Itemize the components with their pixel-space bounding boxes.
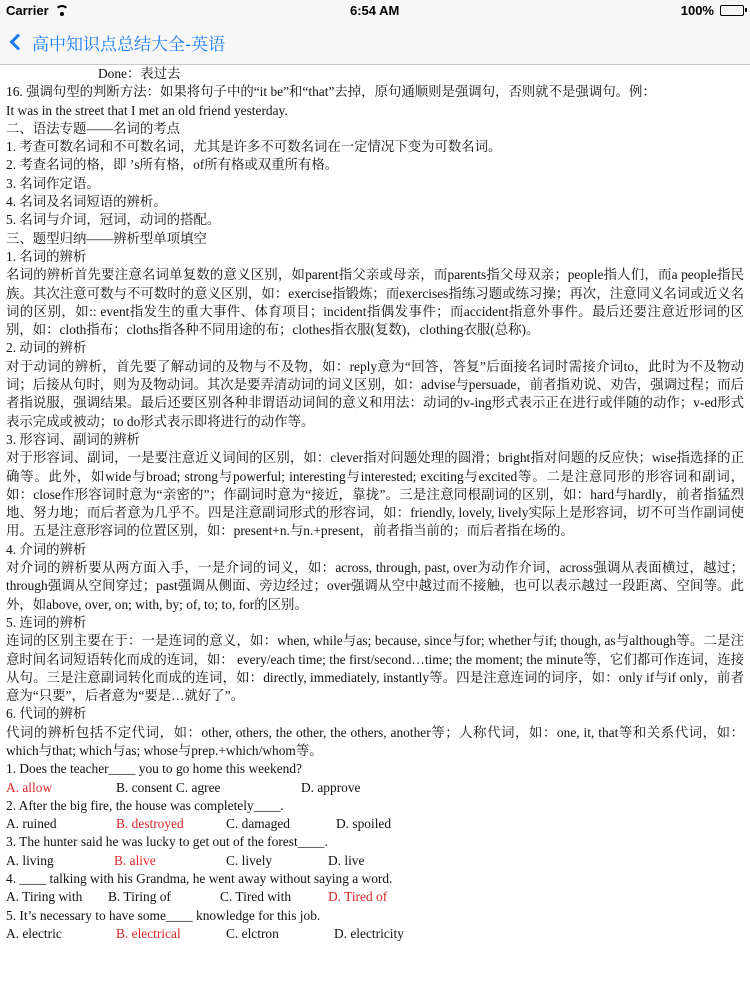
text-line: 3. 名词作定语。: [6, 175, 100, 191]
paragraph: 对介词的辨析要从两方面入手，一是介词的词义，如：across, through, past, over为动作介词，across强调从表面横过，越过；through强调从空间穿过；past强调从侧面、旁边经过；over强调从空中越过而不接触，也可以表示越过一段距离、空间等。此外，如above, over, on; with, by; of, to; to, for的区别。: [6, 560, 744, 612]
option: B. consent C. agree: [116, 779, 221, 795]
option: B. Tiring of: [108, 889, 171, 905]
text-line: 1. 考查可数名词和不可数名词，尤其是许多不可数名词在一定情况下变为可数名词。: [6, 139, 502, 155]
carrier-label: Carrier: [6, 2, 49, 18]
subheading: 6. 代词的辨析: [6, 706, 87, 722]
text-line: 5. 名词与介词，冠词，动词的搭配。: [6, 212, 221, 228]
option: C. damaged: [226, 816, 290, 832]
paragraph: 对于形容词、副词，一是要注意近义词间的区别，如：clever指对问题处理的圆滑；bright指对问题的反应快；wise指选择的正确等。此外，如wide与broad; strong与powerful; interesting与interested; exciting与excited等。二是注意同形的形容词和副词，如：close作形容词时意为“亲密的”；作副词时意为“接近，靠拢”。三是注意同根副词的区别，如：hard与hardly，前者指猛烈地、努力地；而后者意为几乎不。四是注意副词形式的形容词，如：friendly, lovely, lively实际上是形容词，切不可当作副词使用。五是注意形容词的位置区别，如：present+n.与n.+present，前者指当前的；而后者指在场的。: [6, 450, 744, 539]
option-answer: D. Tired of: [328, 889, 388, 905]
option: C. Tired with: [220, 889, 292, 905]
question-options: [6, 815, 744, 833]
battery-icon: [720, 5, 744, 16]
option-answer: B. alive: [114, 852, 156, 868]
text-line: Done：表过去: [98, 66, 181, 81]
option: D. approve: [301, 779, 361, 795]
question-options: [6, 852, 744, 870]
paragraph: 对于动词的辨析，首先要了解动词的及物与不及物，如：reply意为“回答，答复”后面接名词时需接介词to，此时为不及物动词；后接从句时，则为及物动词。其次是要弄清动词的词义区别，如：advise与persuade，前者指劝说、劝告，强调过程；而后者指说服，强调结果。最后还要区别各种非谓语动词间的意义和用法：动词的v-ing形式表示正在进行或伴随的动作；v-ed形式表示完成或被动；to do形式表示即将进行的动作等。: [6, 358, 744, 429]
question-stem: 4. ____ talking with his Grandma, he went away without saying a word.: [6, 871, 393, 887]
question-stem: 2. After the big fire, the house was completely____.: [6, 797, 284, 813]
text-line: 4. 名词及名词短语的辨析。: [6, 194, 167, 210]
paragraph: 代词的辨析包括不定代词，如：other, others, the other, the others, another等；人称代词，如：one, it, that等和关系代词，如：which与that; which与as; whose与prep.+which/whom等。: [6, 724, 744, 758]
question-stem: 3. The hunter said he was lucky to get out of the forest____.: [6, 834, 328, 850]
option: D. spoiled: [336, 816, 392, 832]
navigation-bar: [0, 20, 750, 65]
subheading: 5. 连词的辨析: [6, 614, 87, 630]
option-answer: B. electrical: [116, 925, 181, 941]
subheading: 3. 形容词、副词的辨析: [6, 431, 140, 447]
chevron-left-icon: [10, 34, 27, 51]
subheading: 4. 介词的辨析: [6, 541, 87, 557]
wifi-icon: [55, 5, 69, 16]
question-stem: 5. It’s necessary to have some____ knowledge for this job.: [6, 907, 321, 923]
clock: 6:54 AM: [350, 2, 400, 18]
option-answer: B. destroyed: [116, 816, 184, 832]
text-line: It was in the street that I met an old friend yesterday.: [6, 102, 288, 118]
option-answer: A. allow: [6, 779, 53, 795]
question-options: [6, 779, 744, 797]
back-button[interactable]: [6, 30, 225, 55]
option: C. lively: [226, 852, 273, 868]
question-options: [6, 888, 744, 906]
back-button-label: 高中知识点总结大全-英语: [32, 34, 226, 55]
text-line: 2. 考查名词的格，即 ’s所有格，of所有格或双重所有格。: [6, 157, 339, 173]
option: D. live: [328, 852, 365, 868]
paragraph: 名词的辨析首先要注意名词单复数的意义区别，如parent指父亲或母亲，而parents指父母双亲；people指人们，而a people指民族。其次注意可数与不可数时的意义区别，如：exercise指锻炼；而exercises指练习题或练习操；再次，注意同义名词或近义名词的区别，如:: event指发生的重大事件、体育项目；incident指偶发事件；而accident指意外事件。最后还要注意近形词的区别，如：cloth指布；cloths指各种不同用途的布；clothes指衣服(复数)，clothing衣服(总称)。: [6, 267, 744, 338]
option: C. elctron: [226, 925, 279, 941]
option: A. ruined: [6, 816, 57, 832]
subheading: 2. 动词的辨析: [6, 340, 87, 356]
text-line: 16. 强调句型的判断方法：如果将句子中的“it be”和“that”去掉，原句通顺则是强调句，否则就不是强调句。例：: [6, 84, 656, 100]
question-stem: 1. Does the teacher____ you to go home this weekend?: [6, 761, 302, 777]
section-heading: 三、题型归纳——辨析型单项填空: [6, 230, 207, 246]
section-heading: 二、语法专题——名词的考点: [6, 120, 181, 136]
status-bar: [0, 0, 750, 20]
paragraph: 连词的区别主要在于：一是连词的意义，如：when, while与as; because, since与for; whether与if; though, as与although等。二是注意时间名词短语转化而成的连词，如： every/each time; the first/second…time; the moment; the minute等，它们都可作连词，连接从句。三是注意副词转化而成的连词，如：directly, immediately, instantly等。四是注意连词的词序，如：only if与if only，前者意为“只要”，后者意为“要是…就好了”。: [6, 633, 744, 704]
article-content: [0, 65, 750, 1000]
battery-percent: 100%: [680, 2, 714, 18]
subheading: 1. 名词的辨析: [6, 248, 87, 264]
option: A. living: [6, 852, 54, 868]
question-options: [6, 925, 744, 943]
option: A. electric: [6, 925, 62, 941]
option: D. electricity: [334, 925, 404, 941]
option: A. Tiring with: [6, 889, 83, 905]
